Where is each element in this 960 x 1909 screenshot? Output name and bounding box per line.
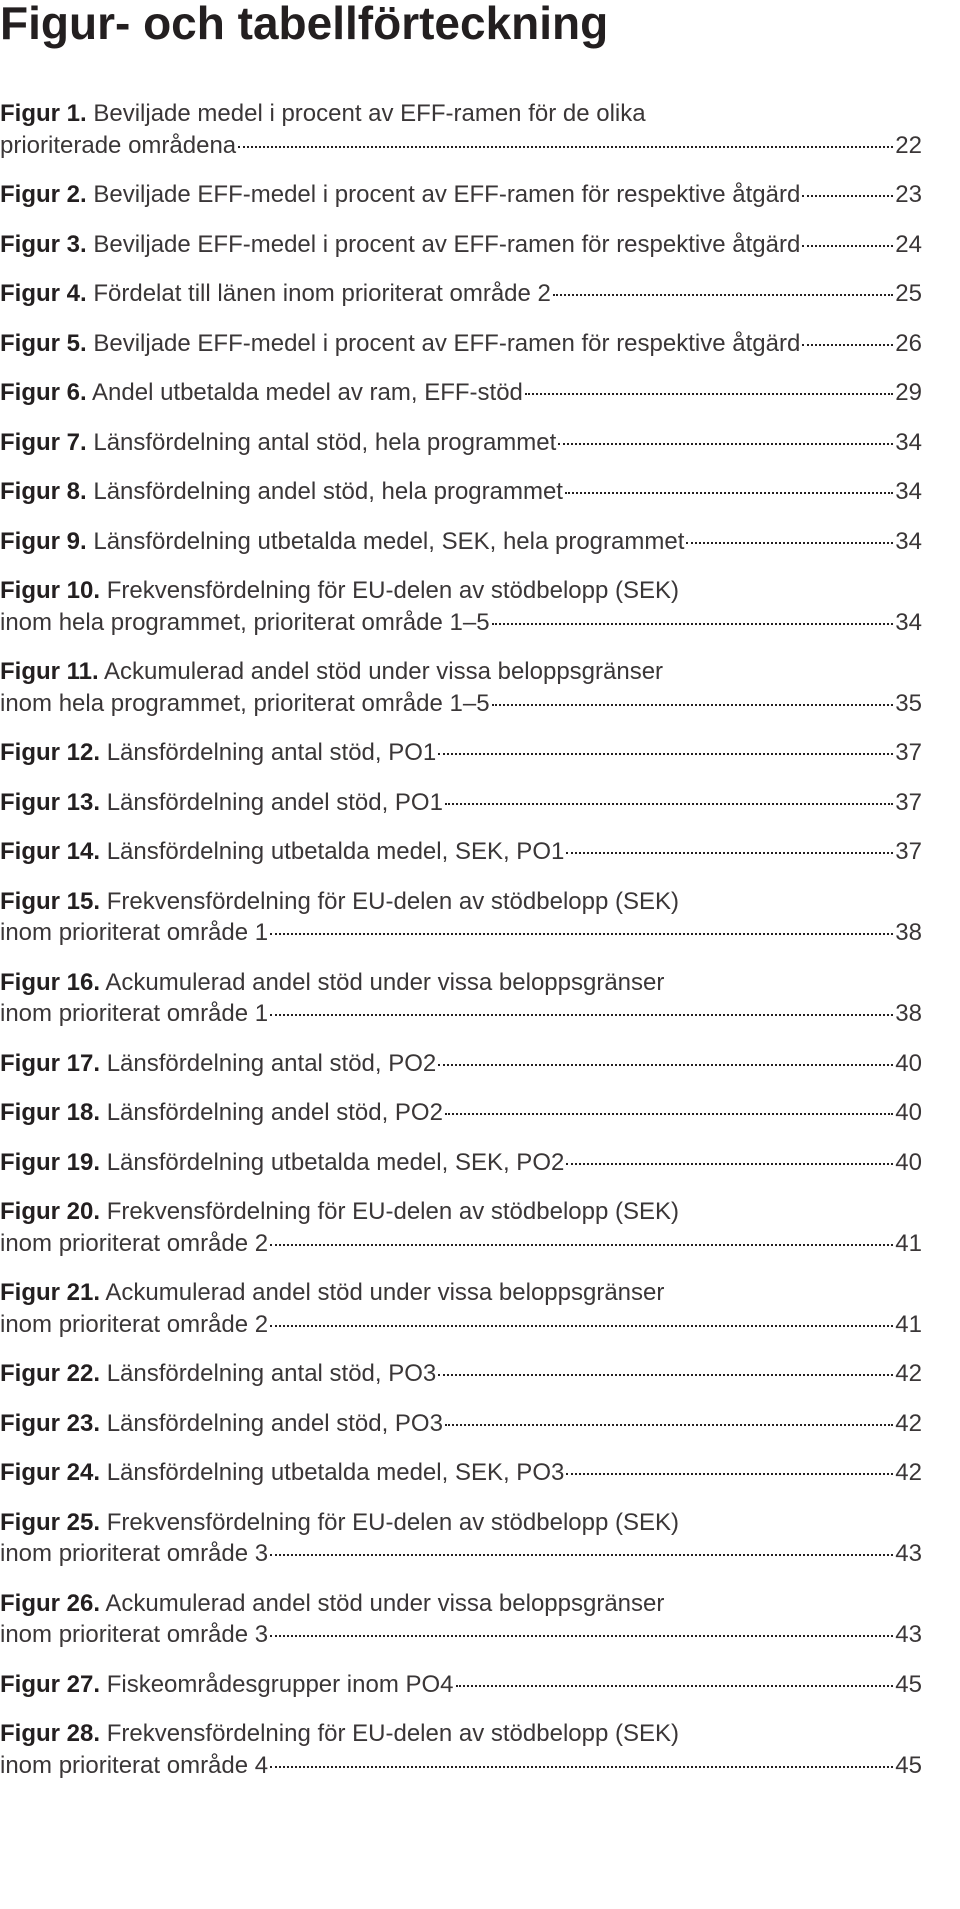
entry-row [0,917,922,949]
page-number: 45 [895,1751,922,1779]
dot-leader [445,801,893,805]
page-number: 38 [895,919,922,946]
entry-text [0,737,436,769]
figure-number: Figur 3. [0,230,87,258]
figure-number: Figur 5. [0,329,87,357]
entry-text [0,526,684,558]
dot-leader [802,243,893,247]
page-number: 40 [895,1049,922,1077]
figure-number: Figur 18. [0,1099,101,1126]
figure-title: inom prioriterat område 3 [0,1621,269,1648]
figure-number: Figur 24. [0,1459,101,1486]
entry-row [0,1669,922,1701]
entry-row [0,836,922,868]
toc-entry[interactable] [0,1669,922,1701]
dot-leader [492,702,894,706]
entry-row [0,476,922,508]
dot-leader [686,540,893,544]
figure-title: Länsfördelning andel stöd, PO2 [106,1099,443,1126]
dot-leader [438,1062,893,1066]
page-number: 37 [895,838,922,865]
entry-text [0,476,563,508]
entry-first-line [0,967,922,999]
dot-leader [445,1422,893,1426]
toc-entry[interactable] [0,476,922,508]
entry-text [0,688,490,720]
page-number: 43 [895,1621,922,1648]
toc-entry[interactable] [0,1457,922,1489]
toc-entry[interactable] [0,526,922,558]
entry-row [0,328,922,360]
figure-title: Fördelat till länen inom prioriterat område 2 [93,280,551,307]
figure-number: Figur 2. [0,181,87,208]
entry-text [0,130,236,162]
toc-entry[interactable] [0,278,922,310]
dot-leader [565,490,893,494]
entry-text [0,229,800,261]
page-number: 45 [895,1670,922,1698]
page-number: 41 [895,1310,922,1338]
figure-number: Figur 26. [0,1589,101,1617]
toc-entry[interactable] [0,1048,922,1080]
page-number: 29 [895,379,922,406]
dot-leader [270,1764,893,1768]
dot-leader [802,193,893,197]
figure-title-line: Frekvensfördelning för EU-delen av stödbelopp (SEK) [106,887,679,915]
dot-leader [558,441,893,445]
figure-title: Länsfördelning utbetalda medel, SEK, PO1 [106,838,565,865]
figure-number: Figur 19. [0,1148,101,1176]
entry-text [0,1669,454,1701]
dot-leader [566,1471,893,1475]
entry-row [0,1619,922,1651]
figure-title: inom prioriterat område 2 [0,1310,269,1338]
entry-text [0,1309,268,1341]
toc-entry[interactable] [0,1588,922,1651]
entry-row [0,1309,922,1341]
dot-leader [566,1161,893,1165]
figure-title-line: Frekvensfördelning för EU-delen av stödbelopp (SEK) [106,1720,679,1747]
entry-row [0,1358,922,1390]
figure-title: Beviljade EFF-medel i procent av EFF-ramen för respektive åtgärd [93,230,801,258]
figure-title-line: Ackumulerad andel stöd under vissa beloppsgränser [105,1279,665,1306]
page-number: 42 [895,1360,922,1387]
dot-leader [270,1012,893,1016]
toc-entry[interactable] [0,98,922,161]
dot-leader [270,1552,893,1556]
dot-leader [438,751,893,755]
figure-number: Figur 14. [0,838,101,865]
entry-row [0,1408,922,1440]
entry-first-line [0,575,922,607]
page-number: 37 [895,788,922,816]
dot-leader [492,621,894,625]
page-number: 35 [895,689,922,717]
page-number: 43 [895,1540,922,1567]
toc-entry[interactable] [0,1196,922,1259]
figure-title: Andel utbetalda medel av ram, EFF-stöd [92,379,523,406]
toc-entry[interactable] [0,1408,922,1440]
figure-title: Länsfördelning andel stöd, hela programmet [93,478,563,505]
page-number: 42 [895,1409,922,1437]
entry-text [0,1750,268,1782]
page-number: 40 [895,1148,922,1176]
toc-entry[interactable] [0,737,922,769]
figure-title-line: Frekvensfördelning för EU-delen av stödbelopp (SEK) [106,577,679,604]
entry-first-line [0,1277,922,1309]
entry-row [0,737,922,769]
toc-entry[interactable] [0,229,922,261]
figure-number: Figur 6. [0,379,87,406]
entry-first-line [0,656,922,688]
entry-row [0,1147,922,1179]
page-number: 23 [895,181,922,208]
figure-title-line: Beviljade medel i procent av EFF-ramen för de olika [93,100,646,127]
figure-number: Figur 23. [0,1409,101,1437]
entry-text [0,1538,268,1570]
dot-leader [270,1242,893,1246]
figure-number: Figur 15. [0,887,101,915]
page-number: 34 [895,478,922,505]
dot-leader [238,144,893,148]
entry-text [0,1358,436,1390]
dot-leader [553,292,893,296]
figure-title: inom prioriterat område 1 [0,1000,269,1027]
page-number: 26 [895,329,922,357]
toc-entry[interactable] [0,967,922,1030]
figure-title: prioriterade områdena [0,131,237,159]
entry-row [0,1097,922,1129]
entry-text [0,1457,564,1489]
figure-number: Figur 1. [0,100,87,127]
entry-row [0,229,922,261]
dot-leader [270,931,893,935]
figure-title-line: Frekvensfördelning för EU-delen av stödbelopp (SEK) [106,1198,679,1225]
figure-title-line: Frekvensfördelning för EU-delen av stödbelopp (SEK) [106,1508,679,1536]
toc-entry[interactable] [0,1507,922,1570]
figure-title: Länsfördelning antal stöd, PO3 [106,1360,437,1387]
entry-row [0,1750,922,1782]
page-number: 24 [895,230,922,258]
figure-title-line: Ackumulerad andel stöd under vissa beloppsgränser [104,658,664,685]
page-number: 40 [895,1099,922,1126]
figure-title-line: Ackumulerad andel stöd under vissa beloppsgränser [105,968,665,996]
toc-entry[interactable] [0,886,922,949]
toc-entry[interactable] [0,328,922,360]
figure-title: inom prioriterat område 2 [0,1229,269,1257]
entry-first-line [0,886,922,918]
entry-row [0,1457,922,1489]
entry-first-line [0,1718,922,1750]
figure-number: Figur 13. [0,788,101,816]
figure-title: inom hela programmet, prioriterat område 1–5 [0,689,490,717]
entry-text [0,1147,564,1179]
figure-title: Fiskeområdesgrupper inom PO4 [106,1670,454,1698]
toc-entry[interactable] [0,836,922,868]
entry-text [0,328,800,360]
dot-leader [270,1323,893,1327]
figure-number: Figur 27. [0,1670,101,1698]
entry-text [0,787,443,819]
page-number: 42 [895,1459,922,1486]
dot-leader [802,342,893,346]
dot-leader [445,1111,893,1115]
entry-text [0,427,556,459]
figure-number: Figur 8. [0,478,87,505]
entry-row [0,1538,922,1570]
figure-title: Länsfördelning antal stöd, hela programmet [93,428,557,456]
toc-entry[interactable] [0,1097,922,1129]
figure-number: Figur 9. [0,527,87,555]
figure-number: Figur 25. [0,1508,101,1536]
page-number: 38 [895,1000,922,1027]
dot-leader [525,391,893,395]
dot-leader [566,850,893,854]
toc-entry[interactable] [0,1147,922,1179]
figure-title: Beviljade EFF-medel i procent av EFF-ramen för respektive åtgärd [93,181,801,208]
entry-row [0,278,922,310]
entry-row [0,427,922,459]
entry-row [0,998,922,1030]
toc-entry[interactable] [0,1358,922,1390]
page-number: 22 [895,131,922,159]
entry-row [0,1228,922,1260]
figure-title: inom prioriterat område 4 [0,1751,269,1779]
figure-title: Länsfördelning antal stöd, PO2 [106,1049,437,1077]
entry-row [0,688,922,720]
figure-title: inom hela programmet, prioriterat område 1–5 [0,608,490,636]
entry-row [0,607,922,639]
entry-text [0,917,268,949]
figure-number: Figur 28. [0,1720,101,1747]
figure-title: Länsfördelning andel stöd, PO3 [106,1409,443,1437]
entry-text [0,1048,436,1080]
toc-entry[interactable] [0,1718,922,1781]
page-number: 37 [895,739,922,766]
figure-number: Figur 11. [0,658,99,685]
entry-row [0,787,922,819]
entry-row [0,1048,922,1080]
figure-title: Länsfördelning utbetalda medel, SEK, PO3 [106,1459,565,1486]
entry-text [0,998,268,1030]
figure-number: Figur 21. [0,1279,101,1306]
figure-title: Länsfördelning utbetalda medel, SEK, PO2 [106,1148,565,1176]
entry-first-line [0,1588,922,1620]
page-title: Figur- och tabellförteckning [0,0,609,49]
entry-text [0,1097,443,1129]
figure-number: Figur 12. [0,739,101,766]
entry-text [0,1619,268,1651]
entry-row [0,377,922,409]
dot-leader [270,1633,893,1637]
figure-title: inom prioriterat område 1 [0,919,269,946]
figure-number: Figur 22. [0,1360,101,1387]
toc-entry[interactable] [0,427,922,459]
figure-title: inom prioriterat område 3 [0,1540,269,1567]
figure-title: Länsfördelning utbetalda medel, SEK, hela programmet [93,527,685,555]
figure-number: Figur 10. [0,577,101,604]
entry-text [0,1228,268,1260]
page-number: 41 [895,1229,922,1257]
entry-row [0,130,922,162]
figure-number: Figur 17. [0,1049,101,1077]
dot-leader [456,1683,894,1687]
figure-number: Figur 7. [0,428,87,456]
toc-entry[interactable] [0,377,922,409]
entry-row [0,179,922,211]
entry-text [0,607,490,639]
entry-row [0,526,922,558]
toc-entry[interactable] [0,575,922,638]
page-number: 34 [895,527,922,555]
figure-number: Figur 4. [0,280,87,307]
entry-text [0,179,800,211]
figure-number: Figur 20. [0,1198,101,1225]
figure-title: Länsfördelning andel stöd, PO1 [106,788,443,816]
entry-text [0,1408,443,1440]
figure-list [0,98,922,1799]
entry-first-line [0,1507,922,1539]
figure-title: Länsfördelning antal stöd, PO1 [106,739,437,766]
figure-number: Figur 16. [0,968,101,996]
dot-leader [438,1372,893,1376]
entry-text [0,278,551,310]
entry-text [0,836,564,868]
toc-entry[interactable] [0,787,922,819]
toc-entry[interactable] [0,656,922,719]
page-number: 34 [895,428,922,456]
toc-entry[interactable] [0,1277,922,1340]
page-number: 34 [895,608,922,636]
page-number: 25 [895,280,922,307]
toc-entry[interactable] [0,179,922,211]
entry-text [0,377,523,409]
entry-first-line [0,98,922,130]
figure-title-line: Ackumulerad andel stöd under vissa beloppsgränser [105,1589,665,1617]
entry-first-line [0,1196,922,1228]
figure-title: Beviljade EFF-medel i procent av EFF-ramen för respektive åtgärd [93,329,801,357]
